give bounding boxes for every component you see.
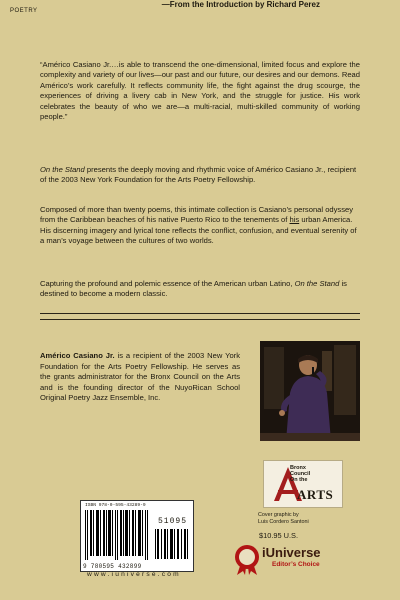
editors-choice-seal-icon [232, 542, 262, 576]
publisher-website: www.iuniverse.com [87, 571, 181, 578]
cover-credit-name: Luis Cordero Santoni [258, 519, 309, 525]
addon-barcode-icon [155, 529, 189, 559]
logo-text-bronx: Bronx [290, 465, 306, 471]
description-text: presents the deeply moving and rhythmic voice of Américo Casiano Jr., recipient of the 2003 New York Foundation for the Arts Poetry Fellowship. [40, 165, 357, 185]
author-photo-image [260, 341, 360, 441]
description-text: Composed of more than twenty poems, this intimate collection is Casiano’s personal odyssey from the Caribbean beaches of his native Puerto Rico to the tenements of [40, 205, 354, 225]
logo-text-on-the: On the [290, 477, 308, 483]
description-text: urban America. His discerning imagery and lyrical tone reflects the conflict, confusion, and eventual serenity of a man’s voyage between the cultures of two worlds. [40, 215, 357, 246]
author-bio-text: is a recipient of the 2003 New York Foundation for the Arts Poetry Fellowship. He serves as the grants administrator for the Bronx Council on the Arts and is the founding director of the NuyoRican School Original Poetry Jazz Ensemble, Inc. [40, 351, 241, 403]
category-label: POETRY [10, 8, 38, 14]
logo-text-arts: ARTS [297, 487, 334, 502]
divider-rule [40, 319, 360, 320]
isbn-digits: 9 780595 432899 [83, 563, 142, 570]
praise-quote: “Américo Casiano Jr.…is able to transcend the one-dimensional, limited focus and explore the complexity and variety of our lives—our past and our future, our desires and our demons. Read Américo’s work carefully. It reflects community life, the fight against the drug scourge, the experiences of driving a livery cab in New York, and the struggle for justice. His work celebrates the beauty of who we are—a multi-racial, multi-skilled community of working people.” [40, 60, 360, 122]
description-paragraph-2 [40, 205, 360, 247]
barcode [80, 500, 194, 572]
isbn-label: ISBN 978-0-595-43289-9 [85, 503, 146, 508]
divider-rule [40, 313, 360, 314]
cover-credit-line: Cover graphic by [258, 512, 299, 518]
publisher-name: iUniverse [262, 545, 321, 560]
quote-attribution: —From the Introduction by Richard Perez [161, 0, 320, 9]
logo-text-council: Council [290, 471, 311, 477]
cover-credit [258, 512, 309, 526]
price-code-label: 51095 [157, 517, 187, 526]
author-name: Américo Casiano Jr. [40, 351, 115, 360]
bronx-council-arts-logo [263, 460, 343, 508]
book-price: $10.95 U.S. [259, 531, 299, 540]
book-title: On the Stand [40, 165, 85, 174]
description-text: Capturing the profound and polemic essence of the American urban Latino, [40, 279, 295, 288]
ean-barcode-icon [85, 510, 151, 560]
publisher-tagline: Editor’s Choice [272, 561, 320, 568]
description-paragraph-3 [40, 279, 360, 300]
description-text: is destined to become a modern classic. [40, 279, 347, 299]
author-bio [40, 351, 240, 404]
author-photo [260, 341, 360, 441]
iuniverse-logo [232, 542, 342, 576]
book-title: On the Stand [294, 279, 340, 288]
description-paragraph-1 [40, 165, 360, 186]
underlined-word: his [289, 215, 300, 225]
